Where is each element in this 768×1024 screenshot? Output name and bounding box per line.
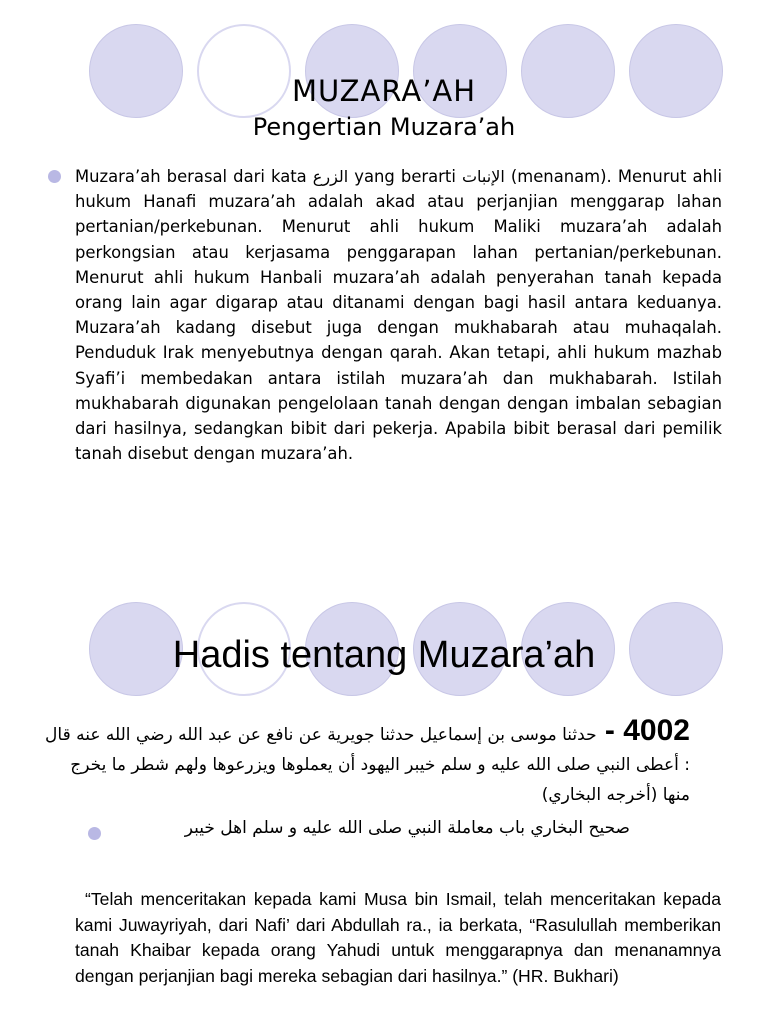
decorative-circles (0, 512, 768, 632)
hadith-source: صحيح البخاري باب معاملة النبي صلى الله عليه و سلم اهل خيبر (184, 818, 630, 838)
slide-2 (0, 512, 768, 1024)
paragraph-text: yang berarti (348, 167, 462, 186)
arabic-word: الزرع (312, 167, 349, 186)
hadith-dash: - (596, 714, 624, 747)
hadith-number: 4002 (623, 714, 690, 747)
definition-paragraph (75, 164, 722, 466)
arabic-word: الإنبات (461, 167, 505, 186)
slide-title: MUZARA’AH (291, 74, 477, 108)
slide-subtitle: Pengertian Muzara’ah (252, 113, 516, 141)
bullet-icon (48, 170, 61, 183)
bullet-icon (88, 827, 101, 840)
hadith-arabic (40, 716, 690, 810)
hadith-text: حدثنا موسى بن إسماعيل حدثنا جويرية عن نافع عن عبد الله رضي الله عنه قال : أعطى النبي صلى الله عليه و سلم خيبر اليهود أن يعملوها ويزرعوها ولهم شطر ما يخرج منها (أخرجه البخاري) (45, 725, 690, 805)
slide-title: Hadis tentang Muzara’ah (172, 634, 596, 676)
paragraph-text: Muzara’ah berasal dari kata (75, 167, 313, 186)
paragraph-text: (menanam). Menurut ahli hukum Hanafi muzara’ah adalah akad atau perjanjian menggarap lahan pertanian/perkebunan. Menurut ahli hukum Maliki muzara’ah adalah perkongsian atau kerjasama penggarapan lahan pertanian/perkebunan. Menurut ahli hukum Hanbali muzara’ah adalah penyerahan tanah kepada orang lain agar digarap atau ditanami dengan bagi hasil antara keduanya. Muzara’ah kadang disebut juga dengan mukhabarah atau muhaqalah. Penduduk Irak menyebutnya dengan qarah. Akan tetapi, ahli hukum mazhab Syafi’i membedakan antara istilah muzara’ah dan mukhabarah. Istilah mukhabarah digunakan pengelolaan tanah dengan dengan imbalan sebagian dari hasilnya, sedangkan bibit dari pekerja. Apabila bibit berasal dari pemilik tanah disebut dengan muzara’ah. (75, 167, 722, 464)
hadith-translation: “Telah menceritakan kepada kami Musa bin Ismail, telah menceritakan kepada kami Juwayriyah, dari Nafi’ dari Abdullah ra., ia berkata, “Rasulullah memberikan tanah Khaibar kepada orang Yahudi untuk menggarapnya dan menanamnya dengan perjanjian bagi mereka sebagian dari hasilnya.” (HR. Bukhari) (75, 889, 721, 986)
